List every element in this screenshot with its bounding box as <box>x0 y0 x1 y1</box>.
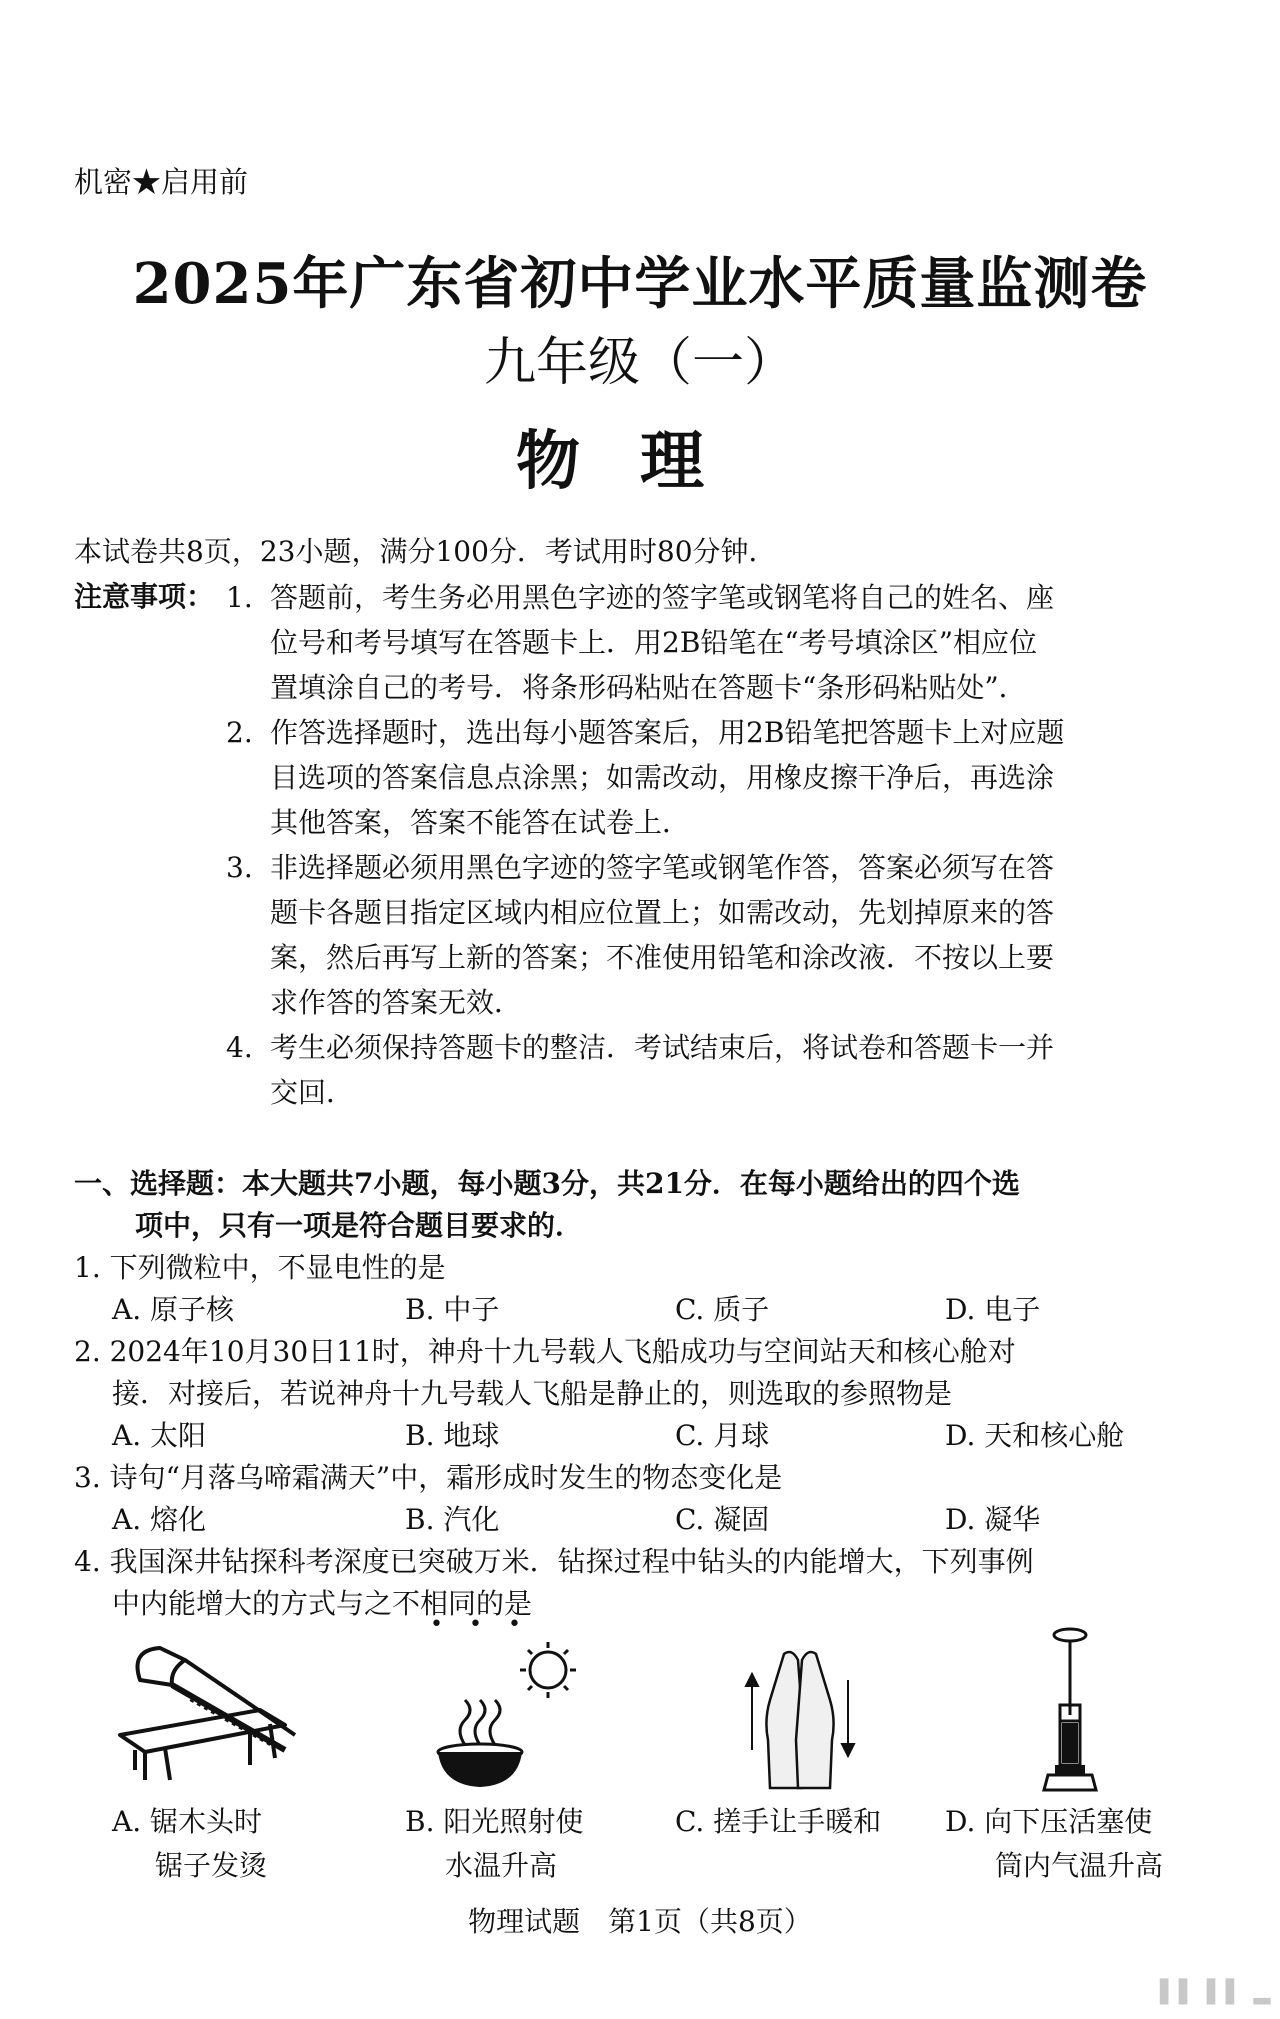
exam-subject: 物理 <box>516 424 764 499</box>
section-heading: 一、选择题：本大题共7小题，每小题3分，共21分．在每小题给出的四个选 <box>74 1167 1020 1200</box>
fig-d-caption-cont: 筒内气温升高 <box>995 1849 1164 1882</box>
note-line: 目选项的答案信息点涂黑；如需改动，用橡皮擦干净后，再选涂 <box>270 761 1055 794</box>
note-line: 考生必须保持答题卡的整洁．考试结束后，将试卷和答题卡一并 <box>270 1031 1055 1064</box>
q3-option-b: B. 汽化 <box>405 1503 500 1536</box>
hands-icon <box>740 1640 860 1790</box>
fig-a-caption: A. 锯木头时 <box>112 1805 263 1838</box>
q2-option-a: A. 太阳 <box>112 1419 207 1452</box>
emphasis-dots: ••• <box>430 1612 547 1637</box>
exam-title: 2025年广东省初中学业水平质量监测卷 <box>132 251 1148 317</box>
q3-option-a: A. 熔化 <box>112 1503 207 1536</box>
q2-option-b: B. 地球 <box>405 1419 500 1452</box>
note-number: 3. <box>226 851 253 884</box>
question-4-cont: 中内能增大的方式与之不相同的是 <box>112 1587 533 1620</box>
question-1: 1. 下列微粒中，不显电性的是 <box>74 1251 446 1284</box>
exam-intro: 本试卷共8页，23小题，满分100分．考试用时80分钟． <box>74 535 777 568</box>
question-2-cont: 接．对接后，若说神舟十九号载人飞船是静止的，则选取的参照物是 <box>112 1377 953 1410</box>
note-line: 求作答的答案无效． <box>270 986 523 1019</box>
confidential-mark: 机密★启用前 <box>74 165 249 199</box>
notes-label: 注意事项： <box>74 580 215 613</box>
note-line: 置填涂自己的考号．将条形码粘贴在答题卡“条形码粘贴处”． <box>270 671 1027 704</box>
note-line: 位号和考号填写在答题卡上．用2B铅笔在“考号填涂区”相应位 <box>270 626 1038 659</box>
note-line: 非选择题必须用黑色字迹的签字笔或钢笔作答，答案必须写在答 <box>270 851 1055 884</box>
q2-option-c: C. 月球 <box>675 1419 770 1452</box>
note-number: 1. <box>226 581 253 614</box>
exam-grade: 九年级（一） <box>483 333 796 393</box>
q1-option-a: A. 原子核 <box>112 1293 235 1326</box>
fig-c-caption: C. 搓手让手暖和 <box>675 1805 882 1838</box>
note-line: 作答选择题时，选出每小题答案后，用2B铅笔把答题卡上对应题 <box>270 716 1065 749</box>
section-heading-cont: 项中，只有一项是符合题目要求的． <box>135 1209 584 1242</box>
fig-a-caption-cont: 锯子发烫 <box>155 1849 268 1882</box>
q3-option-d: D. 凝华 <box>945 1503 1041 1536</box>
fig-b-caption-cont: 水温升高 <box>445 1849 558 1882</box>
page-footer: 物理试题 第1页（共8页） <box>468 1905 812 1938</box>
q1-option-c: C. 质子 <box>675 1293 770 1326</box>
corner-marks: ▌▌ ▌▌ ▂ <box>1160 1980 1273 2005</box>
note-line: 其他答案，答案不能答在试卷上． <box>270 806 691 839</box>
note-number: 2. <box>226 716 253 749</box>
q2-option-d: D. 天和核心舱 <box>945 1419 1125 1452</box>
saw-icon <box>110 1640 310 1790</box>
fig-d-caption: D. 向下压活塞使 <box>945 1805 1153 1838</box>
q1-option-b: B. 中子 <box>405 1293 500 1326</box>
note-line: 案，然后再写上新的答案；不准使用铅笔和涂改液．不按以上要 <box>270 941 1055 974</box>
note-line: 答题前，考生务必用黑色字迹的签字笔或钢笔将自己的姓名、座 <box>270 581 1055 614</box>
question-2: 2. 2024年10月30日11时，神舟十九号载人飞船成功与空间站天和核心舱对 <box>74 1335 1016 1368</box>
fig-b-caption: B. 阳光照射使 <box>405 1805 584 1838</box>
note-line: 交回． <box>270 1076 355 1109</box>
q1-option-d: D. 电子 <box>945 1293 1041 1326</box>
note-line: 题卡各题目指定区域内相应位置上；如需改动，先划掉原来的答 <box>270 896 1055 929</box>
question-4: 4. 我国深井钻探科考深度已突破万米．钻探过程中钻头的内能增大，下列事例 <box>74 1545 1034 1578</box>
pump-icon <box>1030 1625 1110 1795</box>
question-3: 3. 诗句“月落乌啼霜满天”中，霜形成时发生的物态变化是 <box>74 1461 783 1494</box>
sun-bowl-icon <box>430 1640 600 1790</box>
note-number: 4. <box>226 1031 253 1064</box>
q3-option-c: C. 凝固 <box>675 1503 770 1536</box>
